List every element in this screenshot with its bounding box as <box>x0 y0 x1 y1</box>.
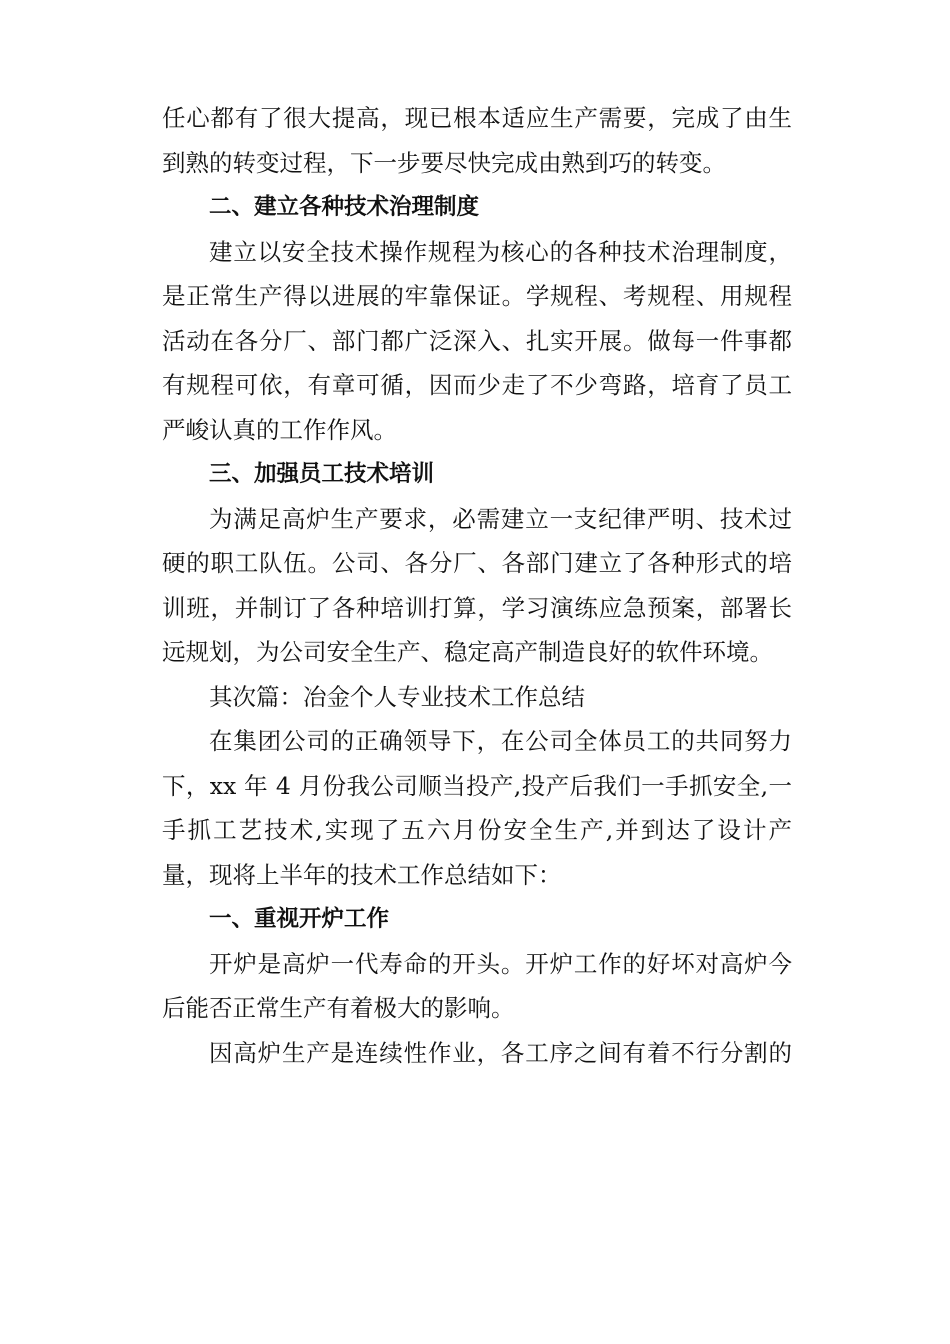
paragraph-line: 建立以安全技术操作规程为核心的各种技术治理制度， <box>209 237 792 266</box>
paragraph-line: 到熟的转变过程，下一步要尽快完成由熟到巧的转变。 <box>162 148 726 177</box>
paragraph-line: 严峻认真的工作作风。 <box>162 415 397 444</box>
paragraph-line: 因高炉生产是连续性作业，各工序之间有着不行分割的 <box>209 1038 792 1067</box>
paragraph-line: 后能否正常生产有着极大的影响。 <box>162 994 515 1022</box>
paragraph-line: 活动在各分厂、部门都广泛深入、扎实开展。做每一件事都 <box>162 326 792 355</box>
paragraph-line: 是正常生产得以进展的牢靠保证。学规程、考规程、用规程 <box>162 282 792 310</box>
section-heading: 一、重视开炉工作 <box>209 906 390 932</box>
paragraph-line: 在集团公司的正确领导下，在公司全体员工的共同努力 <box>209 727 792 755</box>
paragraph-line: 其次篇：冶金个人专业技术工作总结 <box>209 682 585 711</box>
paragraph-line: 下，xx 年 4 月份我公司顺当投产,投产后我们一手抓安全,一 <box>162 771 792 800</box>
document-page <box>162 96 792 1075</box>
paragraph-line: 远规划，为公司安全生产、稳定高产制造良好的软件环境。 <box>162 638 773 666</box>
paragraph-line: 有规程可依，有章可循，因而少走了不少弯路，培育了员工 <box>162 371 792 399</box>
section-heading: 三、加强员工技术培训 <box>209 461 435 487</box>
paragraph-line: 开炉是高炉一代寿命的开头。开炉工作的好坏对高炉今 <box>209 949 792 978</box>
paragraph-line: 任心都有了很大提高，现已根本适应生产需要，完成了由生 <box>162 104 792 132</box>
paragraph-line: 训班，并制订了各种培训打算，学习演练应急预案，部署长 <box>162 593 792 622</box>
paragraph-line: 量，现将上半年的技术工作总结如下： <box>162 860 562 889</box>
paragraph-line: 为满足高炉生产要求，必需建立一支纪律严明、技术过 <box>209 504 792 533</box>
section-heading: 二、建立各种技术治理制度 <box>209 194 480 220</box>
paragraph-line: 手抓工艺技术,实现了五六月份安全生产,并到达了设计产 <box>162 816 792 844</box>
paragraph-line: 硬的职工队伍。公司、各分厂、各部门建立了各种形式的培 <box>162 549 792 577</box>
